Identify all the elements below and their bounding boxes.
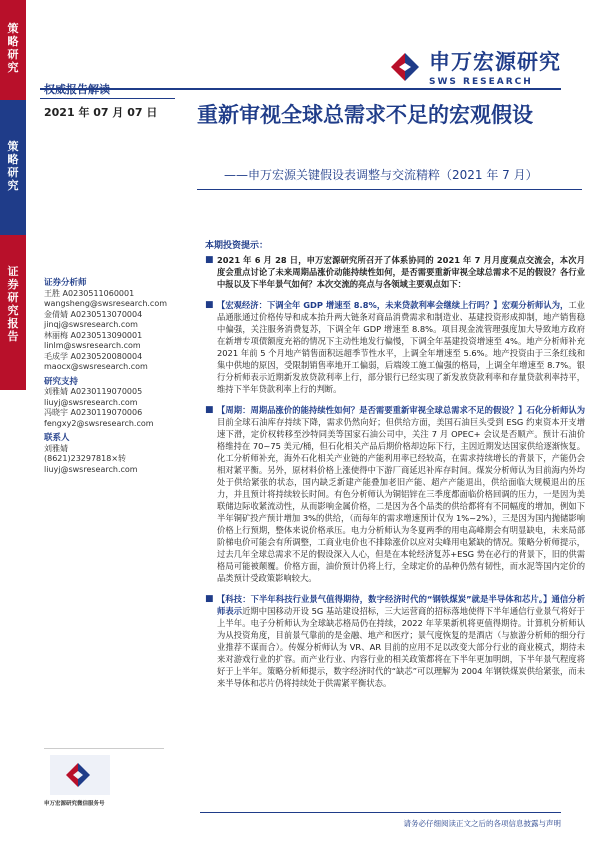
wechat-qr-block: [44, 748, 164, 810]
paragraph-lead: 【科技：下半年科技行业景气值得期待，数字经济时代的“钢铁煤炭”就是半导体和芯片。】通信分析师表示: [217, 594, 585, 616]
report-body: [205, 254, 585, 698]
category-band-top: [0, 0, 26, 100]
analyst-line: 毛成学 A0230520080004: [44, 351, 143, 361]
analyst-line: 林丽梅 A0230513090001: [44, 330, 143, 340]
footer-divider: [200, 812, 561, 813]
category-label-middle: 策略研究: [7, 140, 19, 192]
bullet-icon: ■: [205, 405, 214, 415]
paragraph-text: 目前全球石油库存持续下降，需求仍然向好；但供给方面，美国石油巨头受到 ESG 约束资本开支增速下滑，定价权转移至沙特同美等国家石油公司中，关注 7 月 OPEC+ 会议是否顺产。预计石油价格维持在 70~75 美元/桶，但石化相关产品后期价格却边际下行，主因近期发达国家供给逐渐恢复。化工分析师补充，海外石化相关产业链的产能利用率已经较高，在需求持续增长的背景下，产能仍会相对紧平衡。另外，原材料价格上涨使得中下游厂商延迟补库存时间。煤炭分析师认为目前海内外均处于供给紧张的状态，国内缺乏新建产能叠加老旧产能、超产产能退出，供给面临大规模退出的压力，并且预计将持续较长时间。有色分析师认为铜铝锌在三季度都面临价格回调的压力，一是因为美联储边际收紧流动性，从而影响金属价格，二是因为各个品类的供给都将有不同幅度的增加，例如下半年铜矿投产预计增加 3%的供给，（而每年的需求增速预计仅为 1%~2%），三是因为国内抛储影响价格上行预期，整体来说价格承压。电力分析师认为冬夏两季的用电高峰期会有明显缺电，未来局部阶梯电价可能会有所调整，工商业电价也不排除涨价以应对尖峰用电紧缺的情况。策略分析师提示，过去几年全球总需求不足的假设深入人心，但是在本轮经济复苏+ESG 势在必行的背景下，旧的供需格局可能被颠覆。价格方面，油价预计仍将上行，全球定价的品种仍然有韧性，而水泥等国内定价的品类预计受政策影响较大。: [217, 417, 586, 583]
body-paragraph: [205, 299, 585, 395]
brand-name-en: SWS RESEARCH: [429, 77, 533, 87]
paragraph-text: 工业品通胀通过价格传导和成本抬升两大链条对商品消费需求和制造业、基建投资形成抑制，地产销售稳中偏强，关注服务消费复苏，下调全年 GDP 增速至 8.8%。项目现金流管理强度加大导致地方政府在新增专项债额度充裕的情况下主动性地发行偏慢，下调全年基建投资增速至 4%。地产分析师补充 2021 年前 5 个月地产销售面积远超季节性水平，上调全年增速至 5.6%。地产投资由于三条红线和集中供地的原因，受限制销售率地开工偏弱，后端竣工施工偏强的格局，上调全年增速至 8.7%。银行分析师表示近期新发放贷款利率上行，部分银行已经实现了新发放贷款利率和存量贷款利率持平，维持下半年贷款利率上行的判断。: [217, 300, 585, 394]
analysts-heading: 证券分析师: [44, 278, 87, 288]
support-email[interactable]: liuyj@swsresearch.com: [44, 397, 138, 407]
qr-code-icon: [50, 755, 110, 795]
bullet-icon: ■: [205, 594, 214, 604]
contact-heading: 联系人: [44, 433, 70, 443]
brand-name-cn: 申万宏源研究: [429, 50, 561, 74]
support-email[interactable]: fengxy2@swsresearch.com: [44, 418, 154, 428]
category-band-bottom: [0, 235, 26, 390]
paragraph-lead: 【周期：周期品涨价的能持续性如何？是否需要重新审视全球总需求不足的假设？】石化分析师认为: [217, 405, 585, 415]
footer-disclaimer: 请务必仔细阅读正文之后的各项信息披露与声明: [403, 819, 561, 828]
bullet-icon: ■: [205, 255, 214, 265]
report-subtitle: ——申万宏源关键假设表调整与交流精粹（2021 年 7 月）: [224, 168, 538, 182]
support-line: 刘雅婧 A0230119070005: [44, 387, 143, 396]
brand-logo: [385, 46, 561, 87]
analyst-line: 王胜 A0230511060001: [44, 288, 135, 298]
contact-phone: (8621)23297818×转: [44, 454, 127, 463]
analyst-email[interactable]: wangsheng@swsresearch.com: [44, 299, 168, 308]
wechat-caption: 申万宏源研究微信服务号: [44, 801, 105, 807]
bullet-icon: ■: [205, 300, 214, 310]
body-paragraph: [205, 593, 585, 689]
analyst-line: 金倩婧 A0230513070004: [44, 309, 143, 319]
report-title: 重新审视全球总需求不足的宏观假设: [197, 103, 533, 127]
paragraph-text: 2021 年 6 月 28 日，申万宏源研究所召开了体系协同的 2021 年 7 月月度观点交流会，本次月度会重点讨论了未来周期品涨价动能持续性如何，是否需要重新审视全球总需求不足的假设？各行业中报以及下半年景气如何？本次交流的亮点与各领域主要观点如下：: [217, 255, 585, 289]
analyst-email[interactable]: linlm@swsresearch.com: [44, 341, 141, 350]
section-heading: 本期投资提示：: [205, 241, 269, 251]
report-date: 2021 年 07 月 07 日: [44, 106, 158, 119]
category-band-middle: [0, 100, 26, 235]
date-divider: [40, 98, 175, 99]
category-label-top: 策略研究: [7, 22, 19, 74]
contact-name: 刘雅婧: [44, 443, 68, 453]
analyst-email[interactable]: jinqj@swsresearch.com: [44, 320, 138, 329]
title-divider: [197, 189, 582, 190]
analyst-email[interactable]: maocx@swsresearch.com: [44, 362, 148, 371]
paragraph-lead: 【宏观经济：下调全年 GDP 增速至 8.8%，未来贷款利率会继续上行吗？】宏观分析师认为，: [217, 300, 569, 310]
paragraph-text: 近期中国移动开设 5G 基站建设招标，三大运营商的招标落地使得下半年通信行业景气将好于上半年。电子分析师认为全球缺芯格局仍在持续，2022 年苹果新机将更值得期待。计算机分析师认为从投资角度，目前景气靠前的是金融、地产和医疗；景气度恢复的是酒店（与旅游分析师的细分行业推荐不谋而合）。传媒分析师认为 VR、AR 目前的应用不足以改变大部分行业的商业模式，期待未来对游戏行业的扩容。而产业行业、内容行业的相关政策都将在下半年更加明朗，下半年景气程度将好于上半年。策略分析师提示，数字经济时代的“缺芯”可以理解为 2004 年钢铁煤炭供给紧张，而未来半导体和芯片仍将持续处于供需紧平衡状态。: [217, 606, 585, 688]
body-paragraph: [205, 254, 585, 290]
category-label-bottom: 证券研究报告: [7, 265, 19, 343]
support-line: 冯晓宇 A0230119070006: [44, 408, 143, 417]
support-heading: 研究支持: [44, 376, 79, 387]
contact-email[interactable]: liuyj@swsresearch.com: [44, 464, 138, 474]
brand-mark-icon: [385, 47, 425, 87]
header-divider: [40, 88, 561, 90]
body-paragraph: [205, 404, 585, 584]
analyst-sidebar: [44, 278, 184, 475]
